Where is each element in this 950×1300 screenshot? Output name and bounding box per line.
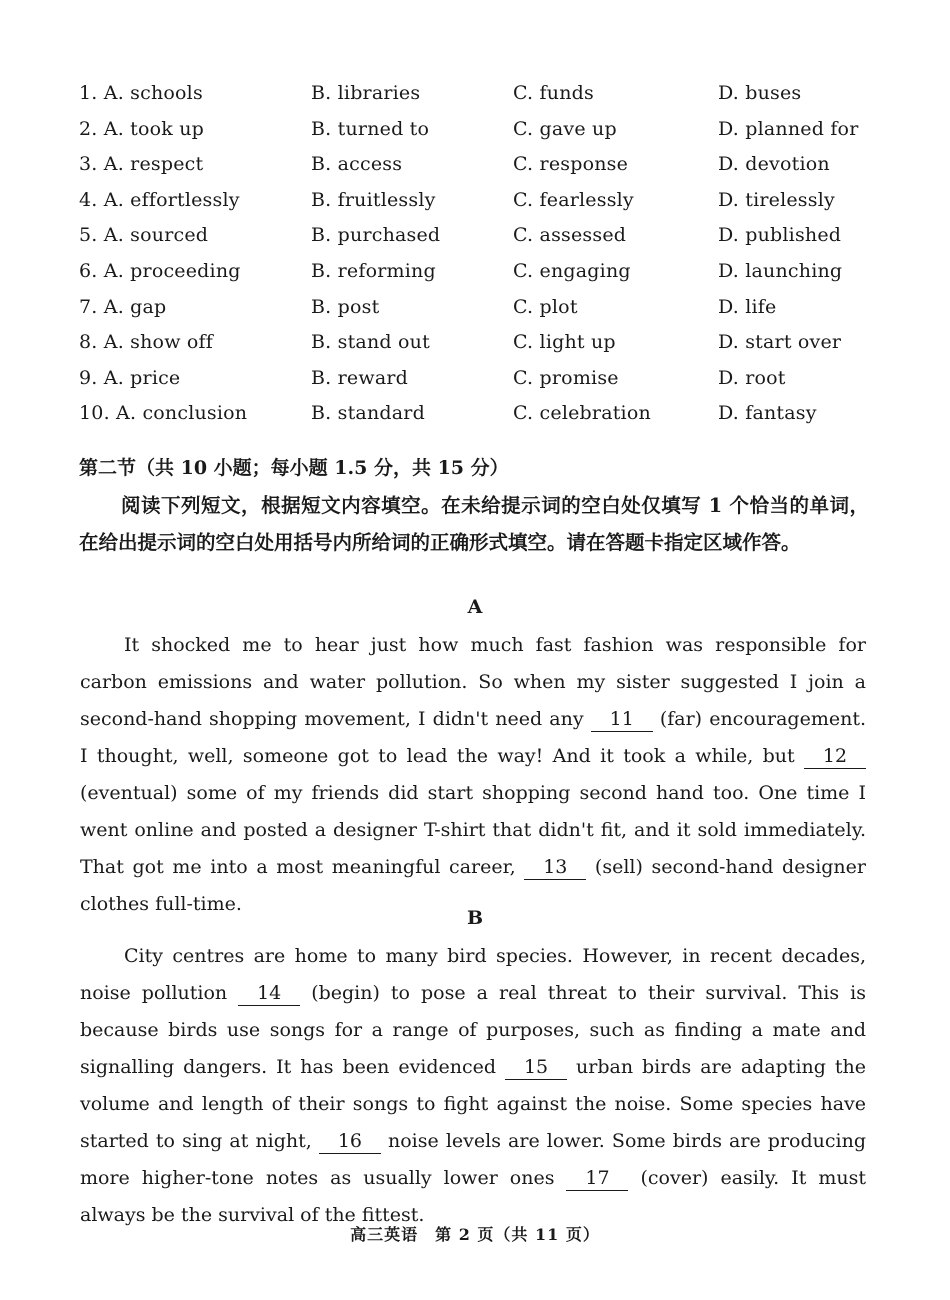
option-b: B. turned to bbox=[311, 117, 430, 140]
option-d: D. tirelessly bbox=[718, 188, 835, 211]
cloze-options bbox=[79, 76, 879, 432]
option-d: D. buses bbox=[718, 82, 802, 104]
option-a: 4. A. effortlessly bbox=[79, 188, 240, 211]
option-b: B. reward bbox=[311, 366, 409, 389]
blank-14: 14 bbox=[238, 981, 300, 1006]
option-row-7 bbox=[79, 290, 879, 326]
option-c: C. gave up bbox=[513, 117, 617, 140]
passage-text: noise levels are lower. Some birds are producing more higher-tone notes as usually lower ones bbox=[80, 1130, 866, 1189]
option-a: 1. A. schools bbox=[79, 82, 203, 104]
blank-17: 17 bbox=[566, 1166, 628, 1191]
option-c: C. funds bbox=[513, 82, 594, 104]
option-a: 10. A. conclusion bbox=[79, 402, 248, 425]
passage-text: (eventual) some of my friends did start shopping second hand too. One time I went online and posted a designer T-shirt that didn't fit, and it sold immediately. That got me into a most meaningful career, bbox=[80, 782, 866, 878]
option-row-10 bbox=[79, 396, 879, 432]
passage-b bbox=[80, 938, 866, 1234]
option-c: C. plot bbox=[513, 295, 578, 318]
option-b: B. fruitlessly bbox=[311, 188, 436, 211]
passage-text: (sell) second-hand designer clothes full-time. bbox=[80, 856, 866, 915]
option-b: B. stand out bbox=[311, 331, 430, 354]
option-a: 9. A. price bbox=[79, 366, 181, 389]
option-b: B. libraries bbox=[311, 82, 421, 104]
option-row-3 bbox=[79, 147, 879, 183]
passage-text: (far) encouragement. I thought, well, someone got to lead the way! And it took a while, but bbox=[80, 708, 866, 767]
option-c: C. response bbox=[513, 153, 629, 176]
section-instructions: 阅读下列短文，根据短文内容填空。在未给提示词的空白处仅填写 1 个恰当的单词，在给出提示词的空白处用括号内所给词的正确形式填空。请在答题卡指定区域作答。 bbox=[79, 494, 869, 554]
option-d: D. published bbox=[718, 224, 842, 247]
blank-16: 16 bbox=[319, 1129, 381, 1154]
option-d: D. root bbox=[718, 366, 786, 389]
option-d: D. fantasy bbox=[718, 402, 817, 425]
option-row-5 bbox=[79, 218, 879, 254]
option-c: C. promise bbox=[513, 366, 619, 389]
option-a: 7. A. gap bbox=[79, 295, 167, 318]
passage-a-title: A bbox=[467, 596, 483, 618]
option-row-2 bbox=[79, 112, 879, 148]
option-row-6 bbox=[79, 254, 879, 290]
section-heading: 第二节（共 10 小题；每小题 1.5 分，共 15 分） bbox=[79, 457, 509, 479]
option-c: C. engaging bbox=[513, 259, 631, 282]
passage-text: (begin) to pose a real threat to their survival. This is because birds use songs for a range of purposes, such as finding a mate and signalling dangers. It has been evidenced bbox=[80, 982, 866, 1078]
blank-15: 15 bbox=[505, 1055, 567, 1080]
blank-12: 12 bbox=[804, 744, 866, 769]
option-b: B. purchased bbox=[311, 224, 441, 247]
option-c: C. fearlessly bbox=[513, 188, 634, 211]
passage-b-title: B bbox=[466, 907, 484, 929]
option-c: C. celebration bbox=[513, 402, 651, 425]
option-row-1 bbox=[79, 76, 879, 112]
option-b: B. reforming bbox=[311, 259, 436, 282]
option-d: D. start over bbox=[718, 331, 842, 354]
option-d: D. launching bbox=[718, 259, 843, 282]
option-a: 3. A. respect bbox=[79, 153, 204, 176]
option-d: D. planned for bbox=[718, 117, 859, 140]
blank-11: 11 bbox=[591, 707, 653, 732]
option-a: 6. A. proceeding bbox=[79, 259, 241, 282]
passage-text: urban birds are adapting the volume and length of their songs to fight against the noise. Some species have started to sing at night, bbox=[80, 1056, 866, 1152]
passage-text: City centres are home to many bird species. However, in recent decades, noise pollution bbox=[80, 945, 866, 1004]
option-a: 5. A. sourced bbox=[79, 224, 209, 247]
option-b: B. access bbox=[311, 153, 403, 176]
passage-text: It shocked me to hear just how much fast fashion was responsible for carbon emissions and water pollution. So when my sister suggested I join a second-hand shopping movement, I didn't need any bbox=[80, 634, 866, 730]
option-b: B. post bbox=[311, 295, 380, 318]
option-row-8 bbox=[79, 325, 879, 361]
passage-a bbox=[80, 627, 866, 923]
passage-text: (cover) easily. It must always be the survival of the fittest. bbox=[80, 1167, 866, 1226]
option-a: 8. A. show off bbox=[79, 331, 214, 354]
option-c: C. light up bbox=[513, 331, 616, 354]
option-row-4 bbox=[79, 183, 879, 219]
blank-13: 13 bbox=[524, 855, 586, 880]
option-d: D. devotion bbox=[718, 153, 830, 176]
option-row-9 bbox=[79, 361, 879, 397]
page-footer: 高三英语 第 2 页（共 11 页） bbox=[350, 1225, 600, 1244]
option-b: B. standard bbox=[311, 402, 425, 425]
option-c: C. assessed bbox=[513, 224, 627, 247]
option-d: D. life bbox=[718, 295, 777, 318]
option-a: 2. A. took up bbox=[79, 117, 205, 140]
